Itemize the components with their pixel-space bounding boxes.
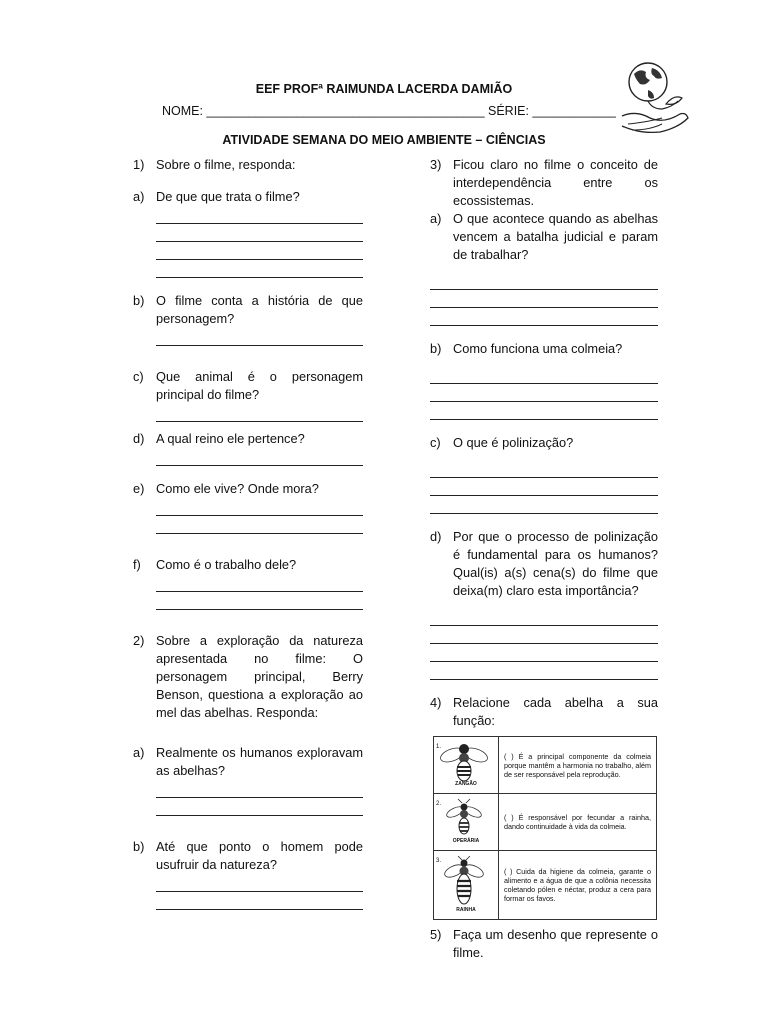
question-3d: [430, 528, 658, 600]
question-2a: [133, 744, 363, 780]
question-text: Por que o processo de polinização é fundamental para os humanos? Qual(is) a(s) cena(s) do filme que deixa(m) claro esta importância?: [453, 529, 658, 598]
answer-lines[interactable]: [156, 206, 363, 278]
name-series-line: NOME: ________________________________________ SÉRIE: ____________: [162, 104, 616, 118]
question-number: b): [133, 839, 145, 854]
question-text: Até que ponto o homem pode usufruir da natureza?: [156, 839, 363, 872]
answer-lines[interactable]: [430, 460, 658, 514]
bee-function-text[interactable]: ( ) Cuida da higiene da colmeia, garante o alimento e a água de que a colônia necessita coletando pólen e néctar, produz a cera para formar os favos.: [499, 851, 657, 920]
question-number: a): [133, 745, 145, 760]
question-number: c): [133, 369, 144, 384]
question-text: Como funciona uma colmeia?: [453, 341, 623, 356]
bee-image-cell: [434, 737, 499, 794]
question-1: [133, 156, 363, 174]
answer-lines[interactable]: [430, 608, 658, 680]
bee-label: ZANGÃO: [455, 781, 477, 787]
answer-lines[interactable]: [156, 404, 363, 422]
answer-lines[interactable]: [156, 328, 363, 346]
answer-lines[interactable]: [156, 874, 363, 910]
bee-function-table: [433, 736, 657, 920]
bee-function-text[interactable]: ( ) É a principal componente da colmeia porque mantêm a harmonia no trabalho, além de ser responsável pela reprodução.: [499, 737, 657, 794]
table-row: [434, 851, 657, 920]
answer-lines[interactable]: [156, 498, 363, 534]
question-1d: [133, 430, 363, 448]
question-number: 2): [133, 633, 145, 648]
question-2b: [133, 838, 363, 874]
question-text: Relacione cada abelha a sua função:: [453, 695, 658, 728]
question-text: O que acontece quando as abelhas vencem a batalha judicial e param de trabalhar?: [453, 211, 658, 262]
bee-image-cell: [434, 794, 499, 851]
question-5: [430, 926, 658, 962]
activity-title: ATIVIDADE SEMANA DO MEIO AMBIENTE – CIÊNCIAS: [222, 133, 546, 147]
question-number: d): [430, 529, 442, 544]
question-number: b): [133, 293, 145, 308]
question-text: Como é o trabalho dele?: [156, 557, 297, 572]
question-1b: [133, 292, 363, 328]
question-3b: [430, 340, 658, 358]
answer-lines[interactable]: [156, 448, 363, 466]
question-number: 5): [430, 927, 442, 942]
question-number: e): [133, 481, 145, 496]
question-text: O filme conta a história de que personagem?: [156, 293, 363, 326]
question-text: Faça um desenho que represente o filme.: [453, 927, 658, 960]
question-number: b): [430, 341, 442, 356]
question-number: c): [430, 435, 441, 450]
question-text: O que é polinização?: [453, 435, 574, 450]
bee-label: OPERÁRIA: [452, 838, 480, 844]
question-text: Sobre o filme, responda:: [156, 157, 296, 172]
question-2: [133, 632, 363, 722]
question-text: Sobre a exploração da natureza apresentada no filme: O personagem principal, Berry Benson, questiona a exploração ao mel das abelhas. Responda:: [156, 633, 363, 720]
question-number: f): [133, 557, 141, 572]
bee-function-text[interactable]: ( ) É responsável por fecundar a rainha, dando continuidade à vida da colmeia.: [499, 794, 657, 851]
question-number: 4): [430, 695, 442, 710]
question-4: [430, 694, 658, 730]
bee-index: 1.: [436, 744, 442, 750]
earth-in-hands-logo: [618, 60, 690, 140]
question-number: 1): [133, 157, 145, 172]
question-1c: [133, 368, 363, 404]
answer-lines[interactable]: [430, 272, 658, 326]
table-row: [434, 794, 657, 851]
question-text: A qual reino ele pertence?: [156, 431, 305, 446]
answer-lines[interactable]: [156, 574, 363, 610]
question-3: [430, 156, 658, 210]
question-text: Como ele vive? Onde mora?: [156, 481, 319, 496]
right-column: [430, 156, 658, 962]
question-number: a): [430, 211, 442, 226]
question-3a: [430, 210, 658, 264]
answer-lines[interactable]: [156, 780, 363, 816]
question-number: d): [133, 431, 145, 446]
table-row: [434, 737, 657, 794]
bee-index: 2.: [436, 801, 442, 807]
question-text: De que que trata o filme?: [156, 189, 300, 204]
question-number: 3): [430, 157, 442, 172]
question-3c: [430, 434, 658, 452]
question-text: Ficou claro no filme o conceito de interdependência entre os ecossistemas.: [453, 157, 658, 208]
bee-label: RAINHA: [456, 907, 476, 913]
bee-index: 3.: [436, 858, 442, 864]
question-number: a): [133, 189, 145, 204]
question-1f: [133, 556, 363, 574]
left-column: [133, 156, 363, 910]
school-title: EEF PROFª RAIMUNDA LACERDA DAMIÃO: [255, 82, 513, 96]
answer-lines[interactable]: [430, 366, 658, 420]
question-text: Realmente os humanos exploravam as abelhas?: [156, 745, 363, 778]
question-1a: [133, 188, 363, 206]
question-1e: [133, 480, 363, 498]
bee-image-cell: [434, 851, 499, 920]
question-text: Que animal é o personagem principal do filme?: [156, 369, 363, 402]
